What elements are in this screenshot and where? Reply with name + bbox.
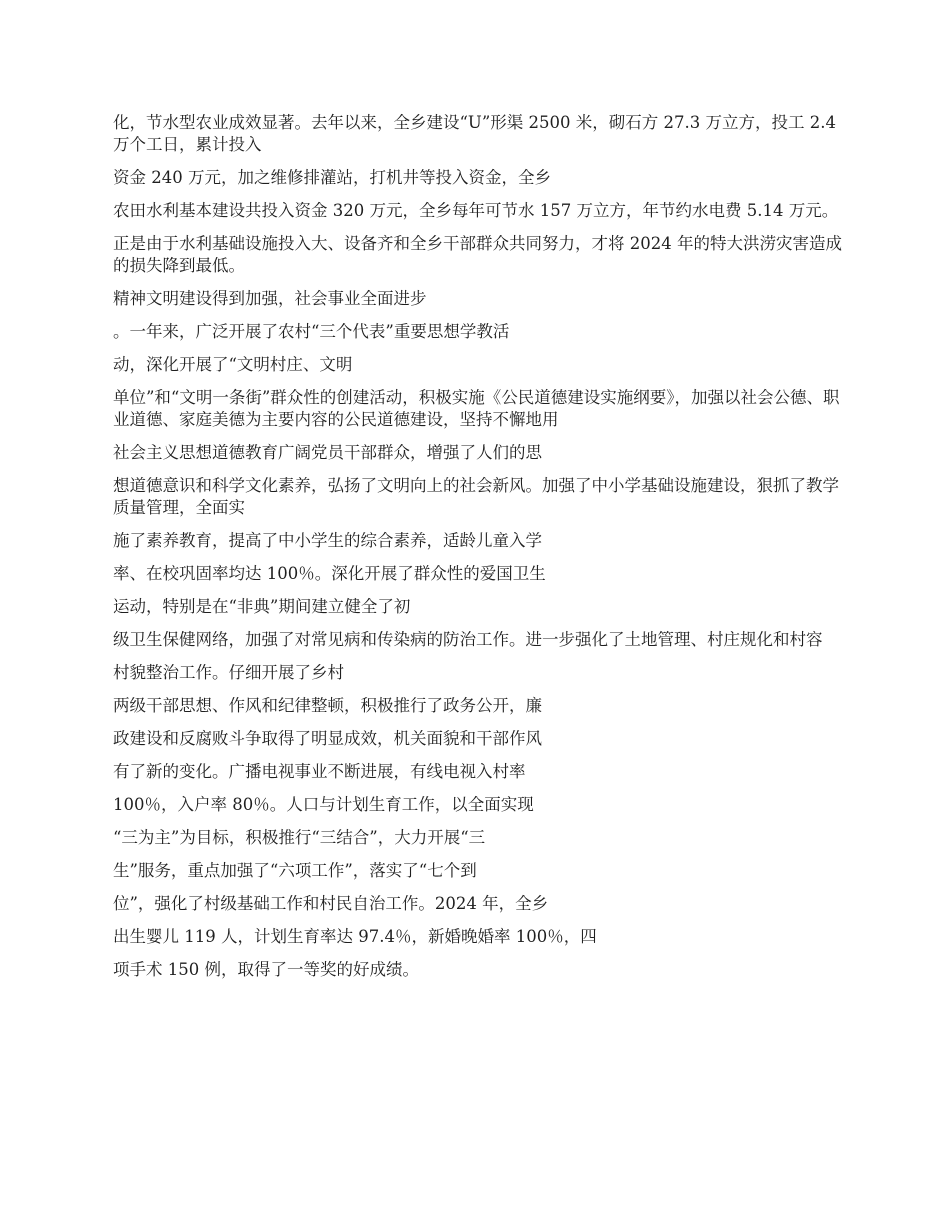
- paragraph: 社会主义思想道德教育广阔党员干部群众，增强了人们的思: [113, 443, 542, 462]
- paragraph: 政建设和反腐败斗争取得了明显成效，机关面貌和干部作风: [113, 729, 542, 748]
- paragraph: 单位”和“文明一条街”群众性的创建活动，积极实施《公民道德建设实施纲要》，加强以社会公德、职业道德、家庭美德为主要内容的公民道德建设，坚持不懈地用: [113, 388, 840, 429]
- paragraph: 级卫生保健网络，加强了对常见病和传染病的防治工作。进一步强化了土地管理、村庄规化和村容: [113, 630, 823, 649]
- paragraph: 。一年来，广泛开展了农村“三个代表”重要思想学教活: [113, 322, 510, 341]
- paragraph: 农田水利基本建设共投入资金 320 万元，全乡每年可节水 157 万立方，年节约水电费 5.14 万元。: [113, 201, 839, 220]
- paragraph: 率、在校巩固率均达 100％。深化开展了群众性的爱国卫生: [113, 564, 546, 583]
- paragraph: 生”服务，重点加强了“六项工作”，落实了“七个到: [113, 861, 477, 880]
- paragraph: 动，深化开展了“文明村庄、文明: [113, 355, 353, 374]
- paragraph: 资金 240 万元，加之维修排灌站，打机井等投入资金，全乡: [113, 168, 551, 187]
- paragraph: 精神文明建设得到加强，社会事业全面进步: [113, 289, 427, 308]
- paragraph: 位”，强化了村级基础工作和村民自治工作。2024 年，全乡: [113, 894, 549, 913]
- paragraph: 100％，入户率 80％。人口与计划生育工作，以全面实现: [113, 795, 534, 814]
- document-body: [113, 112, 848, 992]
- paragraph: 正是由于水利基础设施投入大、设备齐和全乡干部群众共同努力，才将 2024 年的特大洪涝灾害造成的损失降到最低。: [113, 234, 842, 275]
- paragraph: 有了新的变化。广播电视事业不断进展，有线电视入村率: [113, 762, 526, 781]
- paragraph: 出生婴儿 119 人，计划生育率达 97.4％，新婚晚婚率 100％，四: [113, 927, 597, 946]
- paragraph: 两级干部思想、作风和纪律整顿，积极推行了政务公开，廉: [113, 696, 542, 715]
- paragraph: 运动，特别是在“非典”期间建立健全了初: [113, 597, 411, 616]
- paragraph: 想道德意识和科学文化素养，弘扬了文明向上的社会新风。加强了中小学基础设施建设，狠抓了教学质量管理，全面实: [113, 476, 839, 517]
- paragraph: “三为主”为目标，积极推行“三结合”，大力开展“三: [113, 828, 486, 847]
- paragraph: 村貌整治工作。仔细开展了乡村: [113, 663, 344, 682]
- paragraph: 施了素养教育，提高了中小学生的综合素养，适龄儿童入学: [113, 531, 542, 550]
- paragraph: 化，节水型农业成效显著。去年以来，全乡建设“U”形渠 2500 米，砌石方 27.3 万立方，投工 2.4 万个工日，累计投入: [113, 113, 836, 154]
- paragraph: 项手术 150 例，取得了一等奖的好成绩。: [113, 960, 419, 979]
